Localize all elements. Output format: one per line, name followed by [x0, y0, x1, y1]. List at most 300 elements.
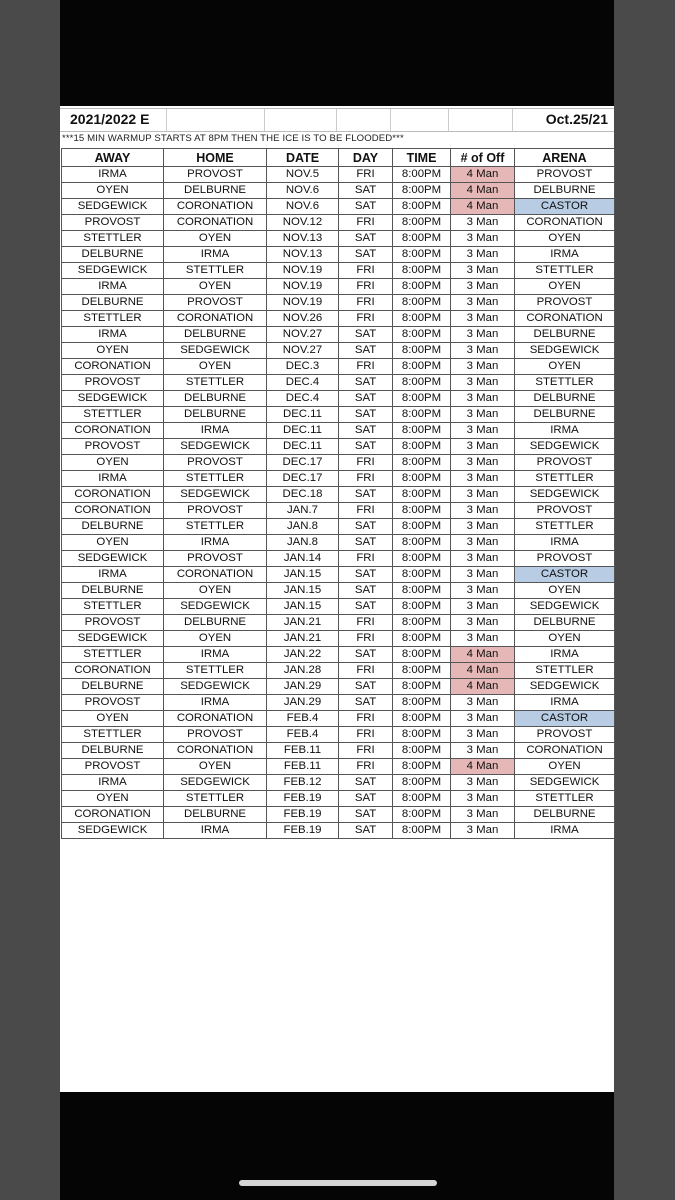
table-row — [62, 183, 615, 199]
day-cell: FRI — [339, 551, 393, 567]
date-cell: FEB.4 — [267, 727, 339, 743]
officials-cell: 3 Man — [451, 535, 515, 551]
officials-cell: 4 Man — [451, 199, 515, 215]
arena-cell: PROVOST — [515, 167, 615, 183]
time-cell: 8:00PM — [393, 631, 451, 647]
away-cell: STETTLER — [62, 599, 164, 615]
table-row — [62, 407, 615, 423]
away-cell: IRMA — [62, 775, 164, 791]
date-cell: DEC.11 — [267, 423, 339, 439]
date-cell: JAN.29 — [267, 679, 339, 695]
away-cell: PROVOST — [62, 215, 164, 231]
officials-cell: 3 Man — [451, 263, 515, 279]
table-row — [62, 743, 615, 759]
arena-cell: PROVOST — [515, 551, 615, 567]
table-row — [62, 711, 615, 727]
officials-cell: 3 Man — [451, 439, 515, 455]
revision-date: Oct.25/21 — [545, 111, 608, 127]
table-row — [62, 375, 615, 391]
date-cell: NOV.27 — [267, 343, 339, 359]
date-cell: DEC.18 — [267, 487, 339, 503]
time-cell: 8:00PM — [393, 439, 451, 455]
home-cell: OYEN — [164, 279, 267, 295]
day-cell: SAT — [339, 695, 393, 711]
time-cell: 8:00PM — [393, 423, 451, 439]
table-body — [62, 167, 615, 839]
home-cell: DELBURNE — [164, 327, 267, 343]
day-cell: FRI — [339, 279, 393, 295]
home-cell: IRMA — [164, 823, 267, 839]
day-cell: FRI — [339, 455, 393, 471]
date-cell: FEB.12 — [267, 775, 339, 791]
time-cell: 8:00PM — [393, 727, 451, 743]
arena-cell: SEDGEWICK — [515, 439, 615, 455]
schedule-sheet — [60, 106, 614, 1092]
day-cell: SAT — [339, 407, 393, 423]
table-row — [62, 551, 615, 567]
away-cell: STETTLER — [62, 647, 164, 663]
table-row — [62, 199, 615, 215]
away-cell: SEDGEWICK — [62, 631, 164, 647]
home-cell: PROVOST — [164, 167, 267, 183]
date-cell: DEC.11 — [267, 439, 339, 455]
home-cell: CORONATION — [164, 311, 267, 327]
home-cell: IRMA — [164, 695, 267, 711]
away-cell: SEDGEWICK — [62, 823, 164, 839]
arena-cell: SEDGEWICK — [515, 487, 615, 503]
away-cell: CORONATION — [62, 503, 164, 519]
date-cell: NOV.19 — [267, 295, 339, 311]
table-row — [62, 615, 615, 631]
time-cell: 8:00PM — [393, 759, 451, 775]
time-cell: 8:00PM — [393, 519, 451, 535]
arena-cell: CORONATION — [515, 311, 615, 327]
table-row — [62, 807, 615, 823]
arena-cell: OYEN — [515, 231, 615, 247]
table-row — [62, 599, 615, 615]
home-cell: OYEN — [164, 759, 267, 775]
time-cell: 8:00PM — [393, 247, 451, 263]
away-cell: IRMA — [62, 567, 164, 583]
top-black-bar — [60, 0, 614, 106]
arena-cell: IRMA — [515, 695, 615, 711]
home-cell: DELBURNE — [164, 615, 267, 631]
home-cell: DELBURNE — [164, 183, 267, 199]
officials-cell: 3 Man — [451, 791, 515, 807]
away-cell: CORONATION — [62, 807, 164, 823]
away-cell: DELBURNE — [62, 295, 164, 311]
day-cell: FRI — [339, 743, 393, 759]
officials-cell: 3 Man — [451, 695, 515, 711]
day-cell: SAT — [339, 679, 393, 695]
time-cell: 8:00PM — [393, 167, 451, 183]
away-cell: IRMA — [62, 327, 164, 343]
home-cell: CORONATION — [164, 215, 267, 231]
warmup-note: ***15 MIN WARMUP STARTS AT 8PM THEN THE ICE IS TO BE FLOODED*** — [62, 133, 404, 144]
day-cell: FRI — [339, 663, 393, 679]
day-cell: FRI — [339, 711, 393, 727]
time-cell: 8:00PM — [393, 391, 451, 407]
table-row — [62, 567, 615, 583]
arena-cell: CASTOR — [515, 711, 615, 727]
day-cell: FRI — [339, 263, 393, 279]
home-cell: IRMA — [164, 423, 267, 439]
officials-cell: 3 Man — [451, 775, 515, 791]
date-cell: DEC.17 — [267, 471, 339, 487]
date-cell: JAN.29 — [267, 695, 339, 711]
home-cell: STETTLER — [164, 263, 267, 279]
officials-cell: 4 Man — [451, 759, 515, 775]
officials-cell: 3 Man — [451, 823, 515, 839]
table-row — [62, 359, 615, 375]
arena-cell: DELBURNE — [515, 807, 615, 823]
day-cell: SAT — [339, 823, 393, 839]
arena-cell: DELBURNE — [515, 391, 615, 407]
time-cell: 8:00PM — [393, 311, 451, 327]
officials-cell: 3 Man — [451, 615, 515, 631]
arena-cell: STETTLER — [515, 471, 615, 487]
schedule-table — [61, 148, 615, 839]
time-cell: 8:00PM — [393, 791, 451, 807]
table-row — [62, 471, 615, 487]
home-cell: CORONATION — [164, 743, 267, 759]
time-cell: 8:00PM — [393, 487, 451, 503]
date-cell: DEC.4 — [267, 391, 339, 407]
time-cell: 8:00PM — [393, 823, 451, 839]
day-cell: SAT — [339, 183, 393, 199]
time-cell: 8:00PM — [393, 663, 451, 679]
date-cell: NOV.6 — [267, 199, 339, 215]
date-cell: NOV.19 — [267, 279, 339, 295]
time-cell: 8:00PM — [393, 551, 451, 567]
officials-cell: 4 Man — [451, 647, 515, 663]
officials-cell: 3 Man — [451, 471, 515, 487]
arena-cell: DELBURNE — [515, 327, 615, 343]
away-cell: PROVOST — [62, 439, 164, 455]
time-cell: 8:00PM — [393, 615, 451, 631]
home-cell: IRMA — [164, 535, 267, 551]
away-cell: OYEN — [62, 455, 164, 471]
time-cell: 8:00PM — [393, 183, 451, 199]
arena-cell: STETTLER — [515, 375, 615, 391]
away-cell: DELBURNE — [62, 247, 164, 263]
home-cell: IRMA — [164, 247, 267, 263]
officials-cell: 3 Man — [451, 727, 515, 743]
table-row — [62, 231, 615, 247]
away-cell: OYEN — [62, 183, 164, 199]
away-cell: CORONATION — [62, 423, 164, 439]
arena-cell: OYEN — [515, 279, 615, 295]
table-row — [62, 775, 615, 791]
officials-cell: 3 Man — [451, 743, 515, 759]
divider — [336, 109, 337, 131]
away-cell: OYEN — [62, 791, 164, 807]
table-row — [62, 631, 615, 647]
officials-cell: 3 Man — [451, 343, 515, 359]
day-cell: FRI — [339, 471, 393, 487]
away-cell: STETTLER — [62, 311, 164, 327]
table-row — [62, 247, 615, 263]
home-cell: DELBURNE — [164, 407, 267, 423]
date-cell: NOV.13 — [267, 231, 339, 247]
arena-cell: SEDGEWICK — [515, 343, 615, 359]
date-cell: JAN.21 — [267, 631, 339, 647]
home-cell: OYEN — [164, 583, 267, 599]
home-cell: CORONATION — [164, 199, 267, 215]
date-cell: NOV.5 — [267, 167, 339, 183]
arena-cell: CORONATION — [515, 215, 615, 231]
away-cell: SEDGEWICK — [62, 551, 164, 567]
day-cell: SAT — [339, 327, 393, 343]
date-cell: JAN.21 — [267, 615, 339, 631]
officials-cell: 3 Man — [451, 711, 515, 727]
divider — [448, 109, 449, 131]
date-cell: JAN.15 — [267, 567, 339, 583]
away-cell: IRMA — [62, 167, 164, 183]
date-cell: JAN.22 — [267, 647, 339, 663]
divider — [60, 131, 614, 132]
arena-cell: SEDGEWICK — [515, 679, 615, 695]
home-cell: PROVOST — [164, 295, 267, 311]
day-cell: SAT — [339, 375, 393, 391]
away-cell: PROVOST — [62, 375, 164, 391]
divider — [512, 109, 513, 131]
column-header: ARENA — [515, 149, 615, 167]
date-cell: FEB.11 — [267, 743, 339, 759]
day-cell: SAT — [339, 487, 393, 503]
officials-cell: 3 Man — [451, 279, 515, 295]
table-row — [62, 679, 615, 695]
home-cell: SEDGEWICK — [164, 487, 267, 503]
day-cell: SAT — [339, 775, 393, 791]
time-cell: 8:00PM — [393, 567, 451, 583]
day-cell: SAT — [339, 535, 393, 551]
time-cell: 8:00PM — [393, 263, 451, 279]
officials-cell: 3 Man — [451, 295, 515, 311]
time-cell: 8:00PM — [393, 743, 451, 759]
table-row — [62, 311, 615, 327]
home-cell: STETTLER — [164, 663, 267, 679]
time-cell: 8:00PM — [393, 359, 451, 375]
away-cell: SEDGEWICK — [62, 391, 164, 407]
away-cell: DELBURNE — [62, 519, 164, 535]
arena-cell: SEDGEWICK — [515, 599, 615, 615]
home-cell: CORONATION — [164, 711, 267, 727]
time-cell: 8:00PM — [393, 455, 451, 471]
date-cell: NOV.12 — [267, 215, 339, 231]
date-cell: JAN.28 — [267, 663, 339, 679]
table-row — [62, 503, 615, 519]
schedule-title: 2021/2022 E — [70, 111, 150, 127]
day-cell: SAT — [339, 247, 393, 263]
officials-cell: 4 Man — [451, 679, 515, 695]
home-cell: SEDGEWICK — [164, 439, 267, 455]
time-cell: 8:00PM — [393, 503, 451, 519]
date-cell: FEB.11 — [267, 759, 339, 775]
time-cell: 8:00PM — [393, 679, 451, 695]
away-cell: OYEN — [62, 711, 164, 727]
time-cell: 8:00PM — [393, 279, 451, 295]
away-cell: PROVOST — [62, 615, 164, 631]
day-cell: SAT — [339, 343, 393, 359]
header-row — [62, 149, 615, 167]
arena-cell: STETTLER — [515, 263, 615, 279]
day-cell: SAT — [339, 439, 393, 455]
table-row — [62, 439, 615, 455]
arena-cell: IRMA — [515, 535, 615, 551]
day-cell: SAT — [339, 391, 393, 407]
date-cell: FEB.19 — [267, 823, 339, 839]
date-cell: FEB.19 — [267, 807, 339, 823]
home-cell: OYEN — [164, 631, 267, 647]
arena-cell: STETTLER — [515, 791, 615, 807]
officials-cell: 3 Man — [451, 503, 515, 519]
time-cell: 8:00PM — [393, 695, 451, 711]
officials-cell: 3 Man — [451, 599, 515, 615]
column-header: AWAY — [62, 149, 164, 167]
day-cell: FRI — [339, 295, 393, 311]
table-row — [62, 535, 615, 551]
day-cell: SAT — [339, 791, 393, 807]
officials-cell: 3 Man — [451, 375, 515, 391]
table-row — [62, 455, 615, 471]
date-cell: JAN.14 — [267, 551, 339, 567]
column-header: HOME — [164, 149, 267, 167]
arena-cell: CORONATION — [515, 743, 615, 759]
home-cell: DELBURNE — [164, 807, 267, 823]
date-cell: NOV.6 — [267, 183, 339, 199]
away-cell: CORONATION — [62, 663, 164, 679]
arena-cell: OYEN — [515, 759, 615, 775]
arena-cell: PROVOST — [515, 727, 615, 743]
away-cell: IRMA — [62, 471, 164, 487]
arena-cell: OYEN — [515, 359, 615, 375]
officials-cell: 4 Man — [451, 167, 515, 183]
home-indicator[interactable] — [239, 1180, 437, 1186]
date-cell: NOV.27 — [267, 327, 339, 343]
home-cell: SEDGEWICK — [164, 775, 267, 791]
officials-cell: 3 Man — [451, 407, 515, 423]
home-cell: PROVOST — [164, 503, 267, 519]
day-cell: FRI — [339, 503, 393, 519]
time-cell: 8:00PM — [393, 343, 451, 359]
date-cell: DEC.17 — [267, 455, 339, 471]
time-cell: 8:00PM — [393, 375, 451, 391]
table-row — [62, 295, 615, 311]
arena-cell: SEDGEWICK — [515, 775, 615, 791]
home-cell: IRMA — [164, 647, 267, 663]
officials-cell: 3 Man — [451, 359, 515, 375]
time-cell: 8:00PM — [393, 807, 451, 823]
time-cell: 8:00PM — [393, 647, 451, 663]
away-cell: PROVOST — [62, 695, 164, 711]
day-cell: FRI — [339, 167, 393, 183]
day-cell: FRI — [339, 615, 393, 631]
time-cell: 8:00PM — [393, 583, 451, 599]
time-cell: 8:00PM — [393, 535, 451, 551]
divider — [264, 109, 265, 131]
day-cell: SAT — [339, 807, 393, 823]
home-cell: STETTLER — [164, 791, 267, 807]
home-cell: SEDGEWICK — [164, 679, 267, 695]
table-row — [62, 727, 615, 743]
day-cell: SAT — [339, 647, 393, 663]
day-cell: SAT — [339, 599, 393, 615]
divider — [60, 108, 614, 109]
home-cell: STETTLER — [164, 519, 267, 535]
time-cell: 8:00PM — [393, 407, 451, 423]
arena-cell: CASTOR — [515, 199, 615, 215]
away-cell: CORONATION — [62, 359, 164, 375]
officials-cell: 3 Man — [451, 551, 515, 567]
arena-cell: DELBURNE — [515, 615, 615, 631]
officials-cell: 4 Man — [451, 183, 515, 199]
away-cell: OYEN — [62, 535, 164, 551]
table-row — [62, 423, 615, 439]
arena-cell: IRMA — [515, 823, 615, 839]
arena-cell: CASTOR — [515, 567, 615, 583]
away-cell: DELBURNE — [62, 679, 164, 695]
officials-cell: 3 Man — [451, 487, 515, 503]
day-cell: FRI — [339, 727, 393, 743]
table-row — [62, 487, 615, 503]
officials-cell: 3 Man — [451, 583, 515, 599]
home-cell: OYEN — [164, 231, 267, 247]
day-cell: SAT — [339, 199, 393, 215]
arena-cell: DELBURNE — [515, 407, 615, 423]
home-cell: STETTLER — [164, 471, 267, 487]
day-cell: FRI — [339, 215, 393, 231]
officials-cell: 3 Man — [451, 215, 515, 231]
table-row — [62, 695, 615, 711]
arena-cell: DELBURNE — [515, 183, 615, 199]
time-cell: 8:00PM — [393, 215, 451, 231]
time-cell: 8:00PM — [393, 599, 451, 615]
arena-cell: IRMA — [515, 423, 615, 439]
table-row — [62, 823, 615, 839]
day-cell: SAT — [339, 231, 393, 247]
day-cell: SAT — [339, 567, 393, 583]
date-cell: DEC.11 — [267, 407, 339, 423]
date-cell: DEC.3 — [267, 359, 339, 375]
away-cell: DELBURNE — [62, 583, 164, 599]
table-row — [62, 519, 615, 535]
away-cell: STETTLER — [62, 231, 164, 247]
divider — [390, 109, 391, 131]
arena-cell: IRMA — [515, 247, 615, 263]
officials-cell: 3 Man — [451, 455, 515, 471]
officials-cell: 4 Man — [451, 663, 515, 679]
home-cell: PROVOST — [164, 551, 267, 567]
time-cell: 8:00PM — [393, 199, 451, 215]
date-cell: NOV.13 — [267, 247, 339, 263]
table-row — [62, 215, 615, 231]
date-cell: DEC.4 — [267, 375, 339, 391]
officials-cell: 3 Man — [451, 327, 515, 343]
day-cell: SAT — [339, 583, 393, 599]
table-row — [62, 583, 615, 599]
officials-cell: 3 Man — [451, 391, 515, 407]
day-cell: FRI — [339, 759, 393, 775]
arena-cell: PROVOST — [515, 503, 615, 519]
arena-cell: STETTLER — [515, 663, 615, 679]
date-cell: FEB.4 — [267, 711, 339, 727]
officials-cell: 3 Man — [451, 519, 515, 535]
column-header: DAY — [339, 149, 393, 167]
column-header: DATE — [267, 149, 339, 167]
column-header: TIME — [393, 149, 451, 167]
date-cell: JAN.15 — [267, 599, 339, 615]
